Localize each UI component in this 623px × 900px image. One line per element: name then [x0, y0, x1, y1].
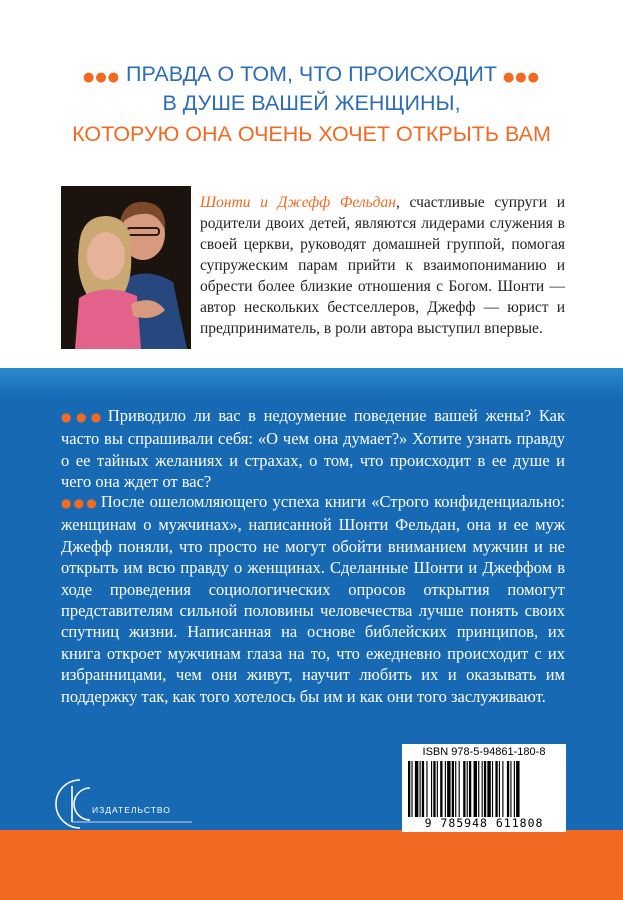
headline-line-2: В ДУШЕ ВАШЕЙ ЖЕНЩИНЫ,	[162, 91, 461, 115]
blue-panel-highlight	[0, 368, 623, 398]
barcode-stripe	[516, 761, 519, 817]
barcode-icon	[406, 761, 562, 817]
barcode-stripe	[445, 761, 446, 817]
barcode-stripe	[463, 761, 465, 817]
author-bio-text: , счастливые супруги и родители двоих детей, являются лидерами служения в своей церкви, руководят домашней группой, помогая супружеским парам прийти к взаимопониманию и обрести более близкие отношения с Богом. Шонти — автор нескольких бестселлеров, Джефф — юрист и предприниматель, в роли автора выступил впервые.	[200, 194, 565, 337]
author-name: Шонти и Джефф Фельдан	[200, 194, 396, 211]
barcode-stripe	[469, 761, 471, 817]
headline-line-1	[0, 62, 623, 87]
barcode-stripe	[482, 761, 483, 817]
barcode-stripe	[459, 761, 460, 817]
bullet-dots-icon: ●●●	[61, 410, 106, 424]
publisher-name: ИЗДАТЕЛЬСТВО	[92, 805, 171, 815]
barcode-stripe	[447, 761, 450, 817]
barcode-stripe	[411, 761, 412, 817]
isbn-number: ISBN 978-5-94861-180-8	[422, 746, 546, 758]
barcode-stripe	[440, 761, 442, 817]
barcode-stripe	[415, 761, 418, 817]
bullet-dots-icon: ●●●	[502, 70, 540, 85]
barcode-stripe	[420, 761, 421, 817]
barcode-stripe	[484, 761, 486, 817]
headline-line-3: КОТОРУЮ ОНА ОЧЕНЬ ХОЧЕТ ОТКРЫТЬ ВАМ	[72, 122, 551, 146]
barcode-stripe	[478, 761, 479, 817]
publisher-logo-icon	[42, 772, 192, 832]
barcode-stripe	[426, 761, 427, 817]
barcode-stripe	[487, 761, 490, 817]
teaser-text: Приводило ли вас в недоумение поведение вашей жены? Как часто вы спрашивали себя: «О чем она думает?» Хотите узнать правду о ее тайных желаниях и страхах, о том, что происходит в ее душе и чего она ждет от вас?	[61, 406, 565, 492]
barcode-stripe	[437, 761, 438, 817]
isbn-barcode-block	[402, 744, 566, 832]
barcode-stripe	[507, 761, 509, 817]
bullet-dots-icon: ●●●	[61, 496, 99, 510]
barcode-stripe	[510, 761, 511, 817]
author-bio	[200, 192, 565, 339]
authors-photo	[61, 186, 191, 349]
barcode-stripe	[452, 761, 454, 817]
barcode-digits: 9 785948 611808	[424, 816, 544, 830]
barcode-stripe	[455, 761, 456, 817]
barcode-stripe	[502, 761, 503, 817]
barcode-stripe	[422, 761, 424, 817]
barcode-stripe	[492, 761, 493, 817]
authors-photo-illustration	[61, 186, 191, 349]
description-paragraph	[61, 491, 565, 707]
barcode-stripe	[431, 761, 432, 817]
barcode-stripe	[408, 761, 410, 817]
description-text: После ошеломляющего успеха книги «Строго конфиденциально: женщинам о мужчинах», написанной Шонти Фельдан, она и ее муж Джефф поняли, что просто не могут обойти вниманием мужчин и не открыть им всю правду о женщинах. Сделанные Шонти и Джеффом в ходе проведения социологических опросов открытия помогут представителям сильной половины человечества лучше понять своих спутниц жизни. Написанная на основе библейских принципов, их книга откроет мужчинам глаза на то, что ежедневно происходит с их избранницами, чем они живут, научит любить их и оказывать им поддержку так, как того хотелось бы им и как они того заслуживают.	[61, 492, 565, 706]
barcode-stripe	[467, 761, 468, 817]
orange-footer-band	[0, 830, 623, 900]
barcode-stripe	[499, 761, 500, 817]
bullet-dots-icon: ●●●	[83, 70, 121, 85]
barcode-stripe	[514, 761, 515, 817]
barcode-stripe	[495, 761, 497, 817]
headline-text-1: ПРАВДА О ТОМ, ЧТО ПРОИСХОДИТ	[126, 62, 497, 86]
barcode-stripe	[474, 761, 477, 817]
barcode-stripe	[433, 761, 435, 817]
teaser-paragraph	[61, 405, 565, 493]
